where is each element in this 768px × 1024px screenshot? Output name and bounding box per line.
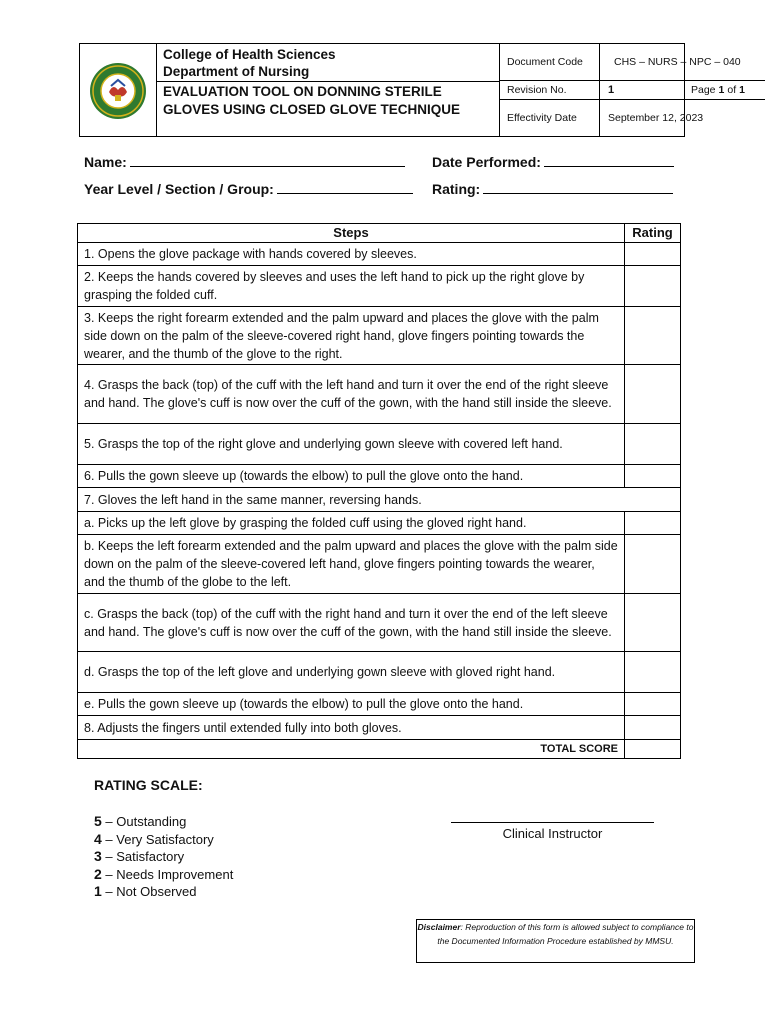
table-row: [78, 243, 681, 266]
date-performed-field[interactable]: [432, 154, 674, 170]
rating-cell[interactable]: [625, 716, 681, 740]
revision-value: 1: [600, 81, 685, 99]
table-row: [78, 512, 681, 535]
rating-cell[interactable]: [625, 307, 681, 365]
document-code-value: CHS – NURS – NPC – 040: [614, 56, 741, 68]
rating-scale-title: RATING SCALE:: [94, 777, 203, 793]
name-field[interactable]: [84, 154, 405, 170]
year-level-blank-line[interactable]: [277, 181, 413, 194]
page-total: 1: [739, 84, 745, 96]
rating-cell[interactable]: [625, 424, 681, 465]
step-text: 4. Grasps the back (top) of the cuff with the left hand and turn it over the end of the right sleeve and hand. The glove's cuff is now over the cuff of the gown, with the hand still inside the sleeve.: [78, 365, 625, 424]
page-current: 1: [718, 84, 725, 96]
disclaimer-box: [416, 919, 695, 963]
step-text: 7. Gloves the left hand in the same manner, reversing hands.: [78, 488, 681, 512]
total-score-row: [78, 740, 681, 759]
revision-label: Revision No.: [500, 81, 600, 99]
step-text: e. Pulls the gown sleeve up (towards the elbow) to pull the glove onto the hand.: [78, 693, 625, 716]
rating-cell[interactable]: [625, 266, 681, 307]
table-header-row: [78, 224, 681, 243]
scale-score: 4: [94, 830, 102, 847]
table-row: [78, 266, 681, 307]
total-score-label: TOTAL SCORE: [78, 740, 625, 759]
signature-line[interactable]: [451, 822, 654, 823]
table-row: [78, 365, 681, 424]
step-text: d. Grasps the top of the left glove and underlying gown sleeve with gloved right hand.: [78, 652, 625, 693]
rating-column-header: Rating: [625, 224, 681, 243]
scale-label: – Very Satisfactory: [105, 831, 214, 847]
scale-label: – Satisfactory: [105, 849, 185, 865]
rating-scale-item: [94, 883, 233, 901]
disclaimer-heading: Disclaimer: [417, 922, 461, 932]
page-number: [685, 81, 765, 99]
table-row: [78, 693, 681, 716]
table-row: [78, 716, 681, 740]
scale-label: – Not Observed: [105, 884, 197, 900]
effectivity-value: September 12, 2023: [608, 112, 704, 124]
scale-score: 3: [94, 848, 102, 865]
table-row: [78, 465, 681, 488]
rating-scale-list: [94, 813, 233, 901]
scale-score: 2: [94, 865, 102, 882]
page-prefix: Page: [691, 84, 716, 96]
date-blank-line[interactable]: [544, 154, 674, 167]
table-row: [78, 488, 681, 512]
step-text: 6. Pulls the gown sleeve up (towards the elbow) to pull the glove onto the hand.: [78, 465, 625, 488]
step-text: a. Picks up the left glove by grasping the folded cuff using the gloved right hand.: [78, 512, 625, 535]
table-row: [78, 424, 681, 465]
rating-scale-item: [94, 866, 233, 884]
rating-cell[interactable]: [625, 652, 681, 693]
step-text: 1. Opens the glove package with hands covered by sleeves.: [78, 243, 625, 266]
rating-scale-item: [94, 831, 233, 849]
step-text: 2. Keeps the hands covered by sleeves and uses the left hand to pick up the right glove by grasping the folded cuff.: [78, 266, 625, 307]
rating-cell[interactable]: [625, 243, 681, 266]
disclaimer-text: : Reproduction of this form is allowed subject to compliance to the Documented Information Procedure established by MMSU.: [437, 922, 694, 946]
rating-cell[interactable]: [625, 365, 681, 424]
step-text: b. Keeps the left forearm extended and the palm upward and places the glove with the palm side down on the palm of the sleeve-covered left hand, glove fingers pointing towards the wearer, and the thumb of the globe to the left.: [78, 535, 625, 594]
total-score-cell[interactable]: [625, 740, 681, 759]
form-title: EVALUATION TOOL ON DONNING STERILE GLOVES USING CLOSED GLOVE TECHNIQUE: [157, 81, 500, 119]
document-code-row: [500, 44, 765, 81]
rating-scale-item: [94, 813, 233, 831]
university-seal-logo: [89, 62, 147, 120]
rating-label: Rating:: [432, 181, 481, 197]
table-row: [78, 652, 681, 693]
rating-cell[interactable]: [625, 465, 681, 488]
table-row: [78, 307, 681, 365]
rating-field[interactable]: [432, 181, 673, 197]
table-row: [78, 594, 681, 652]
logo-cell: [80, 44, 157, 136]
step-text: c. Grasps the back (top) of the cuff with the right hand and turn it over the end of the left sleeve and hand. The glove's cuff is now over the cuff of the gown, with the hand still inside the sleeve.: [78, 594, 625, 652]
name-blank-line[interactable]: [130, 154, 405, 167]
rating-cell[interactable]: [625, 693, 681, 716]
step-text: 5. Grasps the top of the right glove and underlying gown sleeve with covered left hand.: [78, 424, 625, 465]
college-name: College of Health Sciences: [163, 47, 336, 62]
date-performed-label: Date Performed:: [432, 154, 541, 170]
scale-score: 5: [94, 813, 102, 829]
rating-cell[interactable]: [625, 512, 681, 535]
rating-scale-item: [94, 848, 233, 866]
effectivity-row: [500, 100, 765, 136]
document-code-label: Document Code: [500, 44, 600, 80]
steps-column-header: Steps: [78, 224, 625, 243]
page-of: of: [727, 84, 737, 96]
rating-cell[interactable]: [625, 535, 681, 594]
rating-blank-line[interactable]: [483, 181, 673, 194]
scale-label: – Needs Improvement: [105, 866, 234, 882]
step-text: 8. Adjusts the fingers until extended fully into both gloves.: [78, 716, 625, 740]
effectivity-label: Effectivity Date: [500, 100, 600, 136]
steps-table: [77, 223, 681, 759]
rating-cell[interactable]: [625, 594, 681, 652]
year-level-field[interactable]: [84, 181, 413, 197]
title-cell: [157, 44, 500, 136]
step-text: 3. Keeps the right forearm extended and the palm upward and places the glove with the palm side down on the palm of the sleeve-covered right hand, glove fingers pointing towards the wearer, and the thumb of the glove to the right.: [78, 307, 625, 365]
institution-name: [163, 46, 336, 80]
table-row: [78, 535, 681, 594]
name-label: Name:: [84, 154, 127, 170]
scale-label: – Outstanding: [105, 814, 187, 829]
year-level-label: Year Level / Section / Group:: [84, 181, 274, 197]
scale-score: 1: [94, 883, 102, 900]
department-name: Department of Nursing: [163, 64, 310, 79]
clinical-instructor-label: Clinical Instructor: [502, 826, 603, 841]
document-header: [79, 43, 745, 137]
revision-row: [500, 81, 765, 100]
